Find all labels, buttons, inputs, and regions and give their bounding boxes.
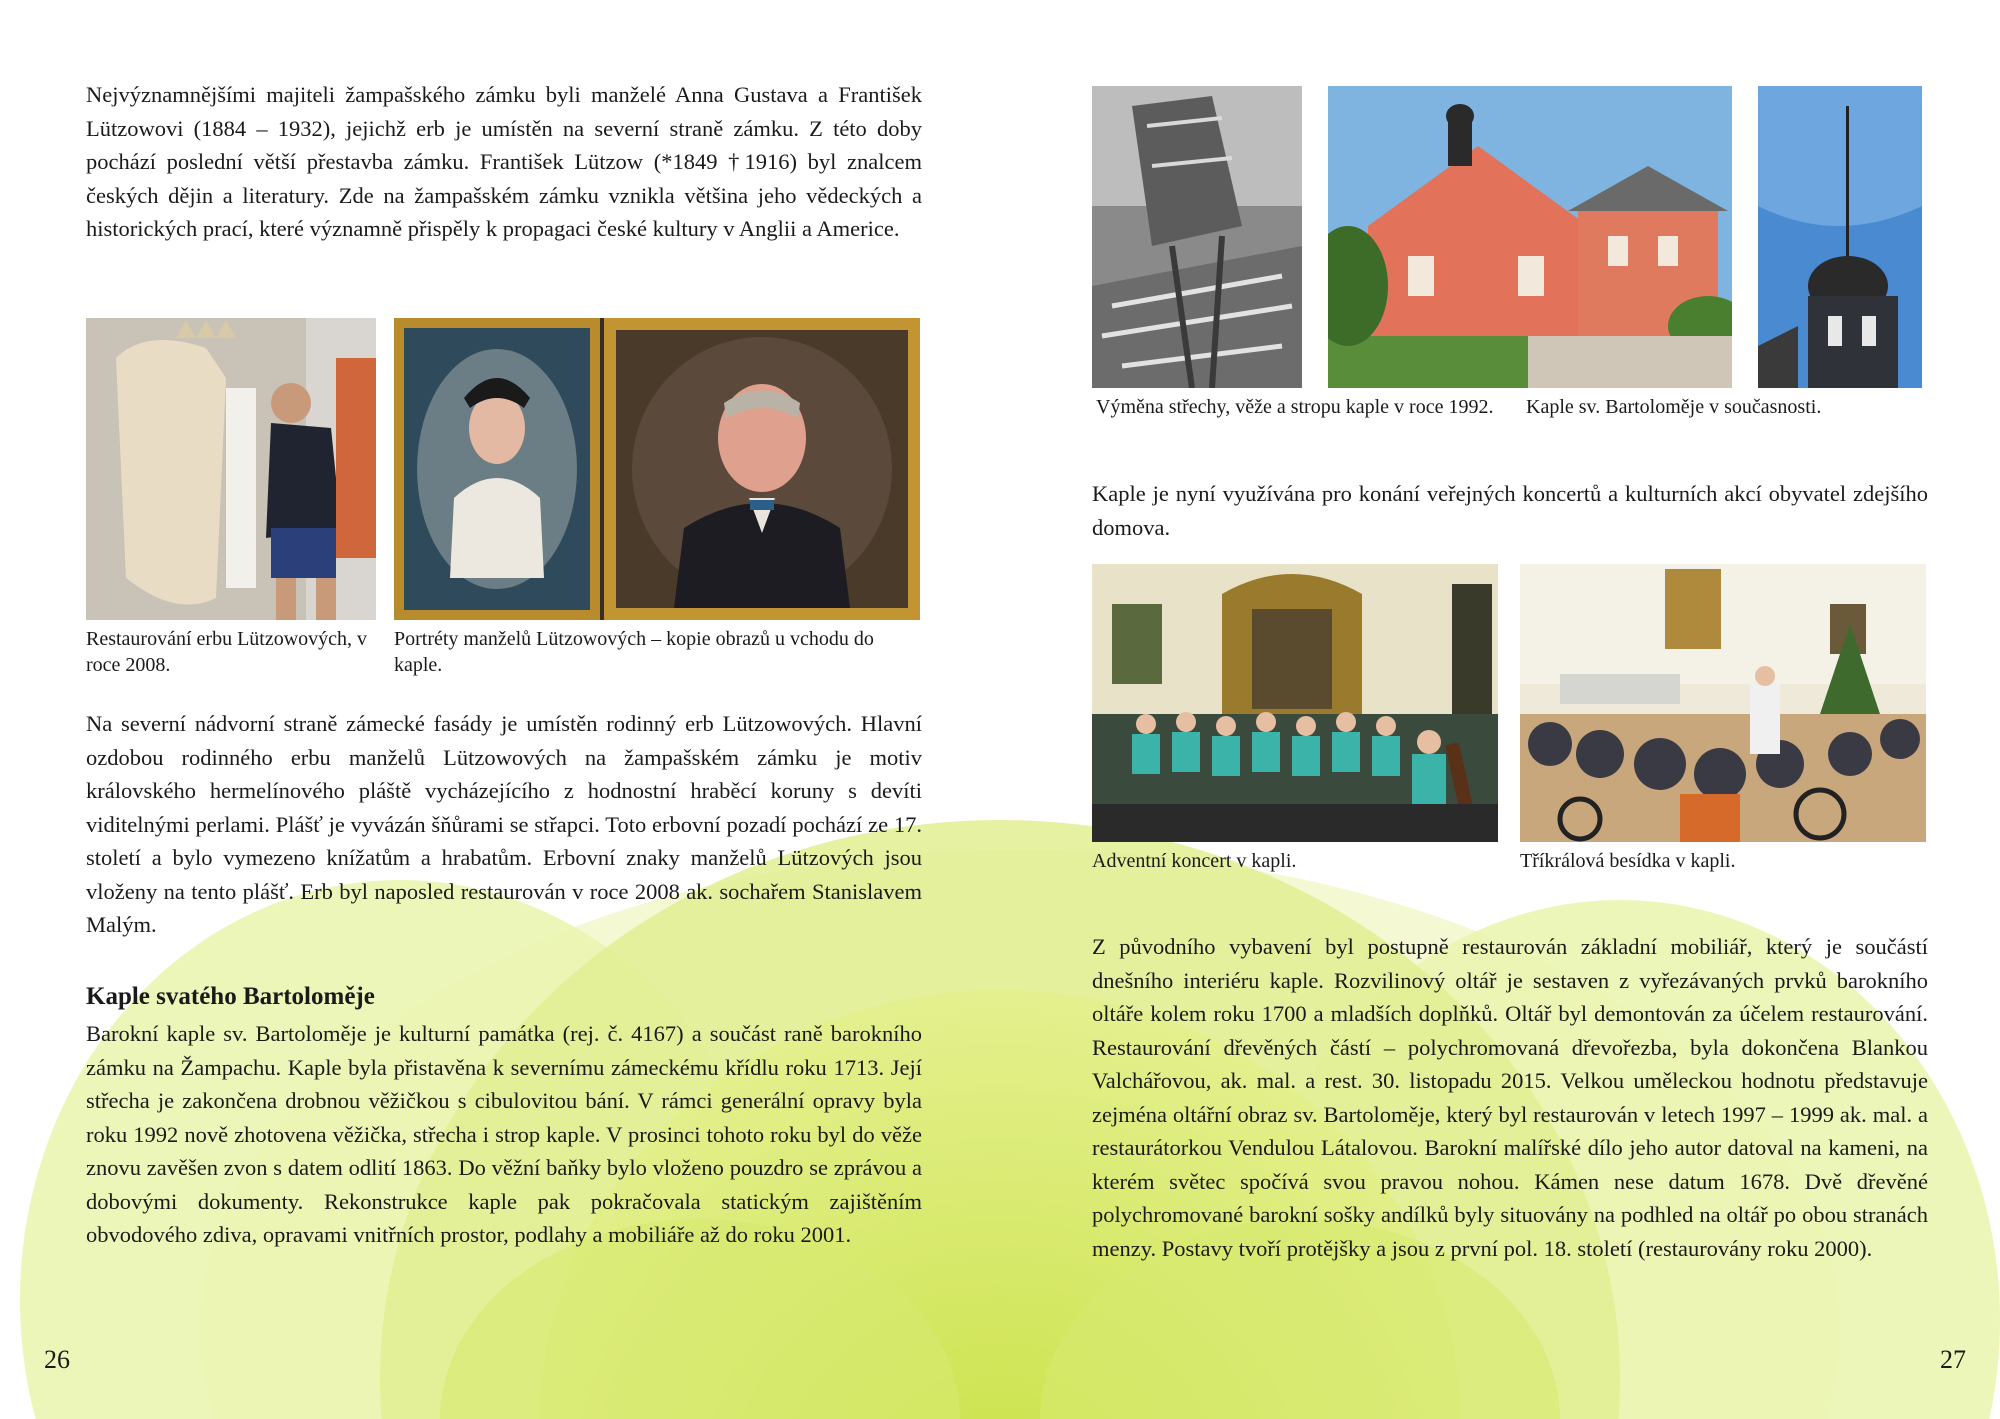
epiphany-party-photo bbox=[1520, 564, 1926, 842]
portraits-photo bbox=[394, 318, 920, 620]
chapel-heading: Kaple svatého Bartoloměje bbox=[86, 983, 375, 1010]
page-number-right: 27 bbox=[1940, 1345, 1966, 1374]
caption-coat-of-arms: Restaurování erbu Lützowových, v roce 2008. bbox=[86, 628, 368, 676]
caption-portraits: Portréty manželů Lützowových – kopie obrazů u vchodu do kaple. bbox=[394, 628, 874, 676]
caption-roof-replacement: Výměna střechy, věže a stropu kaple v roce 1992. bbox=[1096, 396, 1494, 418]
furnishings-paragraph: Z původního vybavení byl postupně restaurován základní mobiliář, který je součástí dnešního interiéru kaple. Rozvilinový oltář je sestaven z vyřezávaných prvků barokního oltáře kolem roku 1700 a mladších doplňků. Oltář byl demontován za účelem restaurování. Restaurování dřevěných částí – polychromovaná dřevořezba, byla dokončena Blankou Valchářovou, ak. mal. a rest. 30. listopadu 2015. Velkou uměleckou hodnotu představuje zejména oltářní obraz sv. Bartoloměje, který byl restaurován v letech 1997 – 1999 ak. mal. a restaurátorkou Vendulou Látalovou. Barokní malířské dílo jeho autor datoval na kameni, na kterém světec spočívá svou pravou nohou. Kámen nese datum 1678. Dvě dřevěné polychromované barokní sošky andílků byly situovány na podhled na oltář po obou stranách menzy. Postavy tvoří protějšky a jsou z první pol. 18. století (restaurovány roku 2000). bbox=[1092, 934, 1928, 1261]
caption-epiphany-party: Tříkrálová besídka v kapli. bbox=[1520, 850, 1736, 872]
chapel-tower-photo bbox=[1758, 86, 1922, 388]
caption-chapel-today: Kaple sv. Bartoloměje v současnosti. bbox=[1526, 396, 1822, 418]
page-number-left: 26 bbox=[44, 1345, 70, 1374]
concert-paragraph: Kaple je nyní využívána pro konání veřejných koncertů a kulturních akcí obyvatel zdejšího domova. bbox=[1092, 481, 1928, 540]
caption-advent-concert: Adventní koncert v kapli. bbox=[1092, 850, 1297, 872]
chapel-today-photo bbox=[1328, 86, 1732, 388]
roof-replacement-1992-photo bbox=[1092, 86, 1302, 388]
coat-of-arms-restoration-photo bbox=[86, 318, 376, 620]
intro-paragraph: Nejvýznamnějšími majiteli žampašského zámku byli manželé Anna Gustava a František Lützowovi (1884 – 1932), jejichž erb je umístěn na severní straně zámku. Z této doby pochází poslední větší přestavba zámku. František Lützow (*1849 †1916) byl znalcem českých dějin a literatury. Zde na žampašském zámku vznikla většina jeho vědeckých a historických prací, které významně přispěly k propagaci české kultury v Anglii a Americe. bbox=[86, 82, 922, 241]
chapel-paragraph: Barokní kaple sv. Bartoloměje je kulturní památka (rej. č. 4167) a součást raně barokního zámku na Žampachu. Kaple byla přistavěna k severnímu zámeckému křídlu roku 1713. Její střecha je zakončena drobnou věžičkou s cibulovitou bání. V rámci generální opravy byla roku 1992 nově zhotovena věžička, střecha i strop kaple. V prosinci tohoto roku byl do věže znovu zavěšen zvon s datem odlití 1863. Do věžní baňky bylo vloženo pouzdro se zprávou a dobovými dokumenty. Rekonstrukce kaple pak pokračovala statickým zajištěním obvodového zdiva, opravami vnitřních prostor, podlahy a mobiliáře až do roku 2001. bbox=[86, 1021, 922, 1247]
advent-concert-photo bbox=[1092, 564, 1498, 842]
coat-of-arms-paragraph: Na severní nádvorní straně zámecké fasády je umístěn rodinný erb Lützowových. Hlavní ozdobou rodinného erbu manželů Lützowových na žampašském zámku je motiv královského hermelínového pláště vycházejícího z hodnostní hraběcí koruny s devíti viditelnými perlami. Plášť je vyvázán šňůrami se střapci. Toto erbovní pozadí pochází ze 17. století a bylo vymezeno knížatům a hrabatům. Erbovní znaky manželů Lützových jsou vloženy na tento plášť. Erb byl naposled restaurován v roce 2008 ak. sochařem Stanislavem Malým. bbox=[86, 711, 922, 937]
